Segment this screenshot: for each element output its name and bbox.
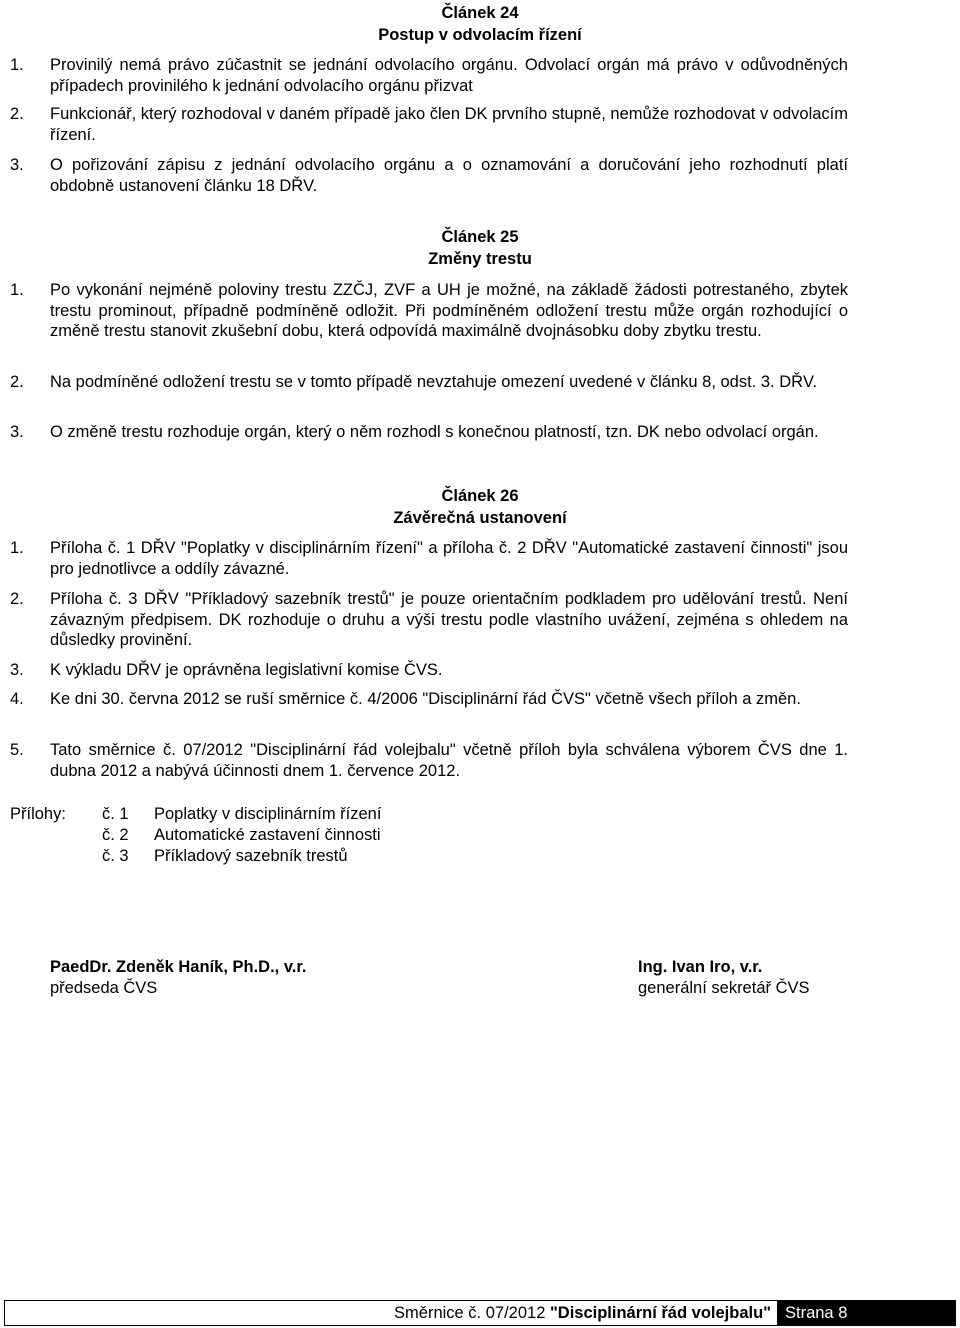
attachment-title: Automatické zastavení činnosti	[154, 826, 381, 844]
item-number: 2.	[10, 373, 24, 391]
list-item	[10, 689, 848, 710]
item-text: Na podmíněné odložení trestu se v tomto případě nevztahuje omezení uvedené v článku 8, odst. 3. DŘV.	[50, 373, 818, 391]
list-item	[10, 280, 848, 342]
item-text: Funkcionář, který rozhodoval v daném případě jako člen DK prvního stupně, nemůže rozhodovat v odvolacím řízení.	[50, 105, 848, 144]
article-title: Článek 26	[441, 487, 519, 505]
footer-doc-prefix: Směrnice č. 07/2012	[394, 1303, 550, 1322]
list-item	[10, 538, 848, 579]
attachment-item	[102, 804, 381, 825]
item-text: Po vykonání nejméně poloviny trestu ZZČJ, ZVF a UH je možné, na základě žádosti potrestaného, zbytek trestu prominout, případně podmíněně odložit. Při podmíněném odložení trestu může orgán rozhodující o změně trestu stanovit zkušební dobu, která odpovídá maximálně dvojnásobku doby zbytku trestu.	[50, 281, 848, 340]
article-subtitle: Postup v odvolacím řízení	[378, 26, 582, 44]
attachment-code: č. 3	[102, 847, 129, 865]
item-text: Příloha č. 3 DŘV "Příkladový sazebník trestů" je pouze orientačním podkladem pro udělování trestů. Není závazným předpisem. DK rozhoduje o druhu a výši trestu podle vlastního uvážení, zejména s ohledem na důsledky provinění.	[50, 590, 848, 649]
article-title: Článek 25	[441, 228, 519, 246]
footer-doc-name: "Disciplinární řád volejbalu"	[549, 1303, 771, 1322]
item-number: 1.	[10, 56, 24, 74]
item-number: 4.	[10, 690, 24, 708]
item-text: O změně trestu rozhoduje orgán, který o něm rozhodl s konečnou platností, tzn. DK nebo odvolací orgán.	[50, 423, 819, 441]
item-number: 5.	[10, 741, 24, 759]
item-number: 1.	[10, 539, 24, 557]
item-number: 2.	[10, 590, 24, 608]
attachment-title: Příkladový sazebník trestů	[154, 847, 348, 865]
signatory-role: generální sekretář ČVS	[638, 979, 810, 997]
article-24-heading	[0, 2, 960, 46]
page-footer	[4, 1300, 956, 1326]
article-26-heading	[0, 485, 960, 529]
attachments-label: Přílohy:	[10, 805, 66, 823]
item-number: 1.	[10, 281, 24, 299]
attachment-item	[102, 846, 348, 867]
signature-block-chairman	[50, 957, 306, 999]
article-subtitle: Závěrečná ustanovení	[393, 509, 567, 527]
item-number: 3.	[10, 156, 24, 174]
footer-document-title	[5, 1304, 777, 1323]
attachment-code: č. 2	[102, 826, 129, 844]
item-number: 3.	[10, 423, 24, 441]
attachment-item	[102, 825, 381, 846]
item-number: 2.	[10, 105, 24, 123]
list-item	[10, 422, 848, 443]
list-item	[10, 372, 848, 393]
attachment-title: Poplatky v disciplinárním řízení	[154, 805, 382, 823]
item-text: Provinilý nemá právo zúčastnit se jednání odvolacího orgánu. Odvolací orgán má právo v odůvodněných případech provinilého k jednání odvolacího orgánu přizvat	[50, 56, 848, 95]
article-subtitle: Změny trestu	[428, 250, 532, 268]
item-text: Ke dni 30. června 2012 se ruší směrnice č. 4/2006 "Disciplinární řád ČVS" včetně všech příloh a změn.	[50, 690, 801, 708]
list-item	[10, 740, 848, 781]
list-item	[10, 155, 848, 196]
signatory-name: PaedDr. Zdeněk Haník, Ph.D., v.r.	[50, 958, 307, 976]
item-text: K výkladu DŘV je oprávněna legislativní komise ČVS.	[50, 661, 443, 679]
item-number: 3.	[10, 661, 24, 679]
attachment-code: č. 1	[102, 805, 129, 823]
list-item	[10, 589, 848, 651]
list-item	[10, 104, 848, 145]
item-text: O pořizování zápisu z jednání odvolacího orgánu a o oznamování a doručování jeho rozhodnutí platí obdobně ustanovení článku 18 DŘV.	[50, 156, 848, 195]
list-item	[10, 660, 848, 681]
list-item	[10, 55, 848, 96]
article-title: Článek 24	[441, 4, 519, 22]
footer-page-number: Strana 8	[777, 1301, 955, 1325]
item-text: Tato směrnice č. 07/2012 "Disciplinární řád volejbalu" včetně příloh byla schválena výborem ČVS dne 1. dubna 2012 a nabývá účinnosti dnem 1. července 2012.	[50, 741, 848, 780]
signatory-role: předseda ČVS	[50, 979, 158, 997]
signature-block-secretary	[638, 957, 810, 999]
signatory-name: Ing. Ivan Iro, v.r.	[638, 958, 763, 976]
article-25-heading	[0, 226, 960, 270]
item-text: Příloha č. 1 DŘV "Poplatky v disciplinárním řízení" a příloha č. 2 DŘV "Automatické zastavení činnosti" jsou pro jednotlivce a oddíly závazné.	[50, 539, 848, 578]
